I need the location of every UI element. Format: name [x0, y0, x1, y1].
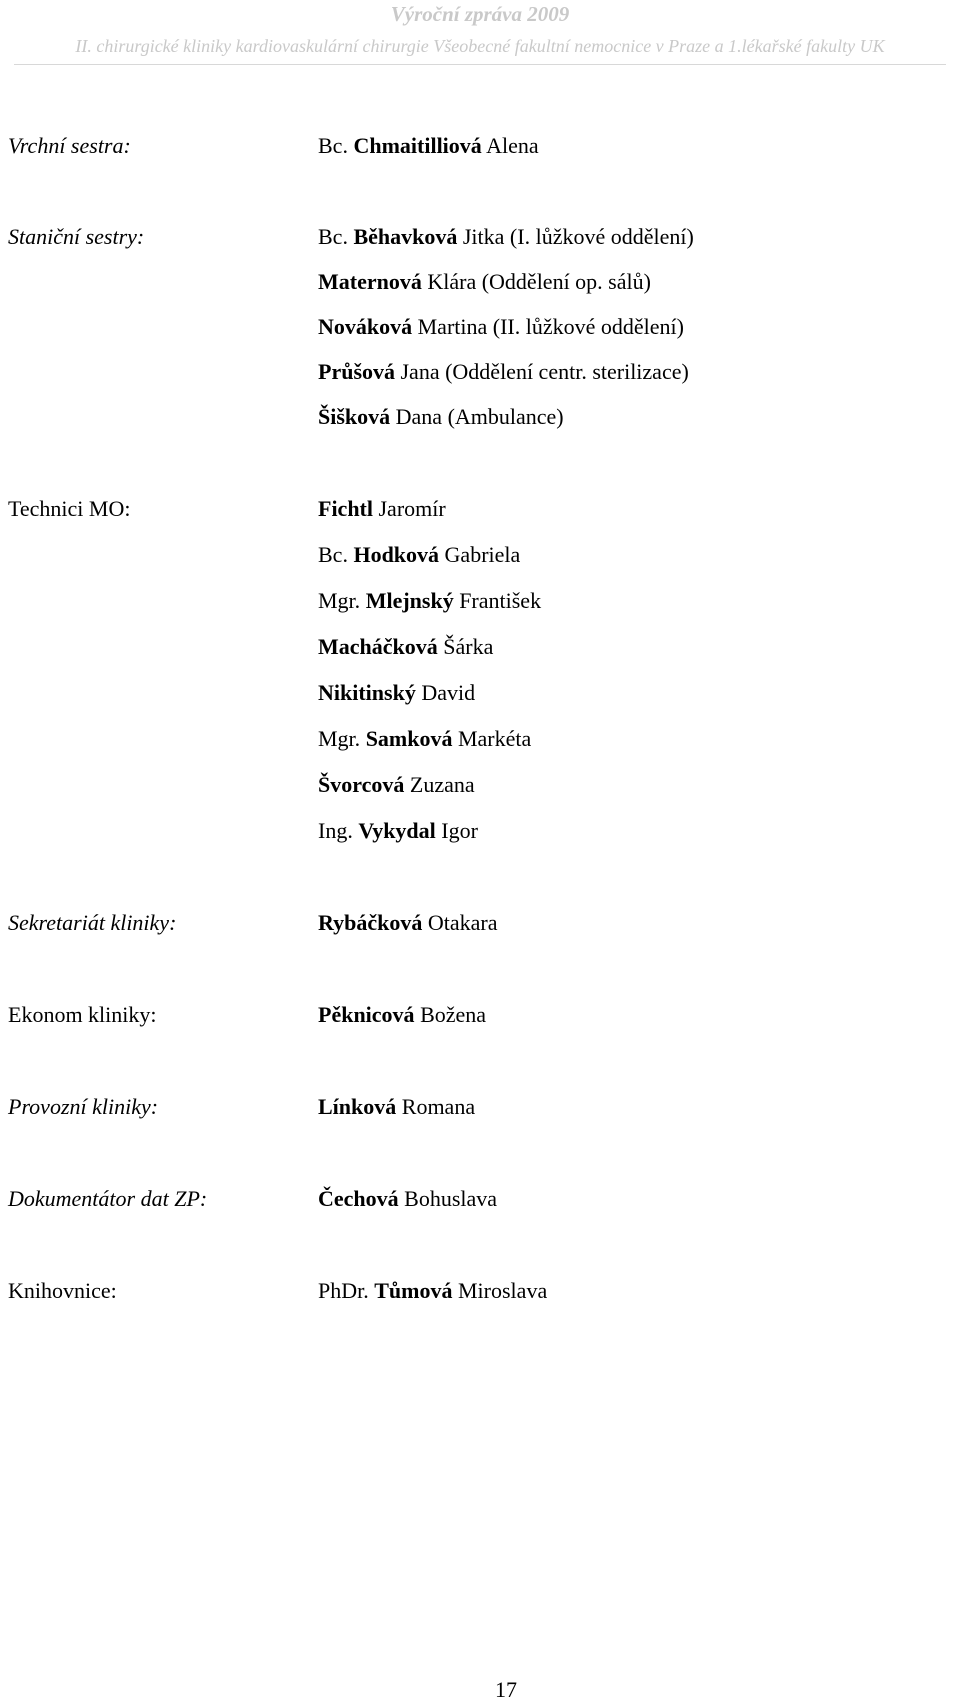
staff-entry: Bc. Běhavková Jitka (I. lůžkové oddělení) [318, 224, 694, 249]
label-librarian: Knihovnice: [8, 1278, 117, 1303]
label-technicians: Technici MO: [8, 496, 131, 521]
staff-entry: Šišková Dana (Ambulance) [318, 404, 564, 429]
staff-entry: Mgr. Samková Markéta [318, 726, 532, 751]
label-ward-nurses: Staniční sestry: [8, 224, 145, 249]
staff-entry: Bc. Hodková Gabriela [318, 542, 521, 567]
label-head-nurse: Vrchní sestra: [8, 133, 131, 158]
staff-entry: Mgr. Mlejnský František [318, 588, 542, 613]
label-data-documentalist: Dokumentátor dat ZP: [8, 1186, 208, 1211]
report-title: Výroční zpráva 2009 [390, 2, 570, 26]
staff-entry: Rybáčková Otakara [318, 910, 498, 935]
staff-entry: PhDr. Tůmová Miroslava [318, 1278, 548, 1303]
label-secretariat: Sekretariát kliniky: [8, 910, 177, 935]
header-divider [14, 64, 946, 65]
staff-entry: Línková Romana [318, 1094, 476, 1119]
staff-entry: Čechová Bohuslava [318, 1186, 498, 1211]
label-economist: Ekonom kliniky: [8, 1002, 157, 1027]
staff-entry: Bc. Chmaitilliová Alena [318, 133, 539, 158]
label-operations: Provozní kliniky: [8, 1094, 159, 1119]
staff-entry: Macháčková Šárka [318, 634, 494, 659]
staff-entry: Fichtl Jaromír [318, 496, 446, 521]
staff-entry: Švorcová Zuzana [318, 772, 475, 797]
staff-entry: Nikitinský David [318, 680, 476, 705]
staff-entry: Pěknicová Božena [318, 1002, 487, 1027]
staff-entry: Maternová Klára (Oddělení op. sálů) [318, 269, 651, 294]
staff-entry: Ing. Vykydal Igor [318, 818, 478, 843]
staff-entry: Průšová Jana (Oddělení centr. sterilizace) [318, 359, 689, 384]
staff-entry: Nováková Martina (II. lůžkové oddělení) [318, 314, 684, 339]
report-subtitle: II. chirurgické kliniky kardiovaskulární chirurgie Všeobecné fakultní nemocnice v Praze a 1.lékařské fakulty UK [75, 36, 885, 56]
page-number: 17 [495, 1677, 517, 1702]
